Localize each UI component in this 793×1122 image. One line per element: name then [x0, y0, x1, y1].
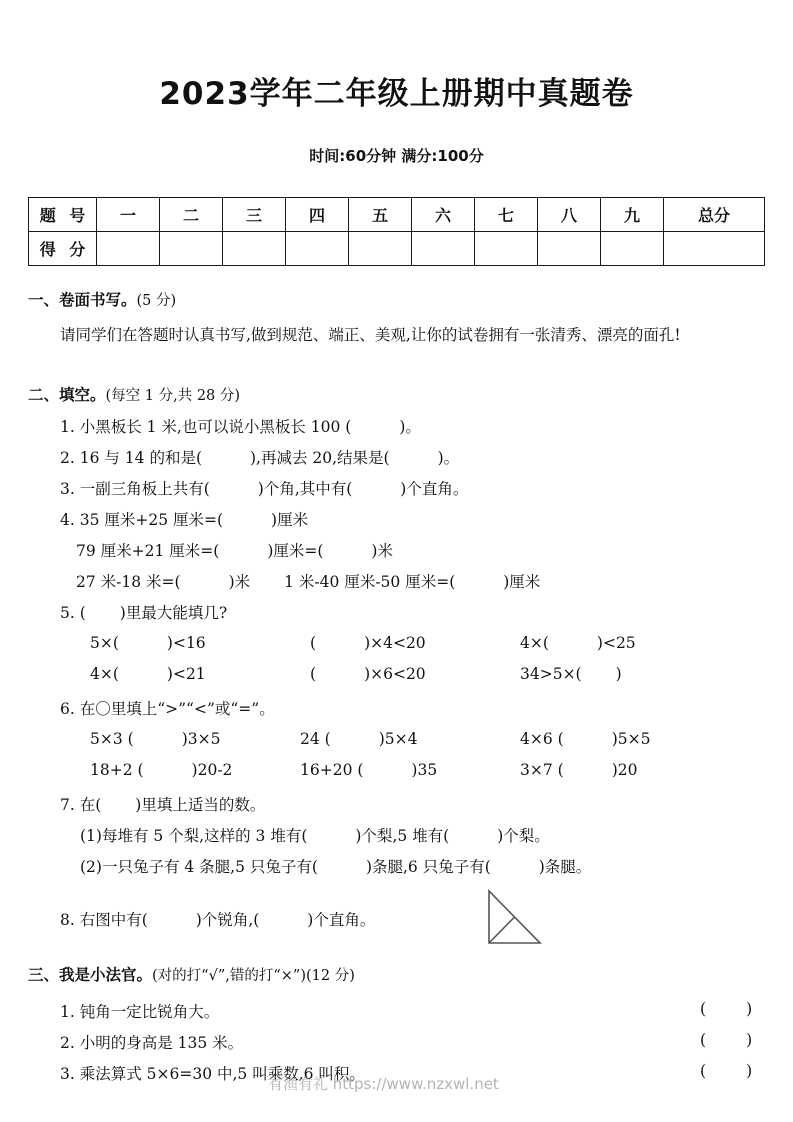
- question-2-5-row-1-expr-1: [90, 634, 206, 652]
- question-2-6-heading: 6. 在〇里填上“>”“<”或“=”。: [60, 700, 275, 718]
- section-one-body: 请同学们在答题时认真书写,做到规范、端正、美观,让你的试卷拥有一张清秀、漂亮的面孔!: [60, 326, 681, 344]
- question-2-7-text-a: 7. 在(: [60, 796, 102, 814]
- score-table-col-5: 五: [349, 198, 412, 232]
- score-table-col-7: 七: [475, 198, 538, 232]
- question-2-5-row-2-expr-1: [90, 665, 206, 683]
- question-2-7-heading: [60, 793, 265, 815]
- score-cell-4[interactable]: [286, 232, 349, 266]
- question-2-4-1-text-end: )厘米: [271, 511, 309, 529]
- q5-r1-e2-b: )×4<20: [364, 634, 426, 652]
- question-2-1-text-end: )。: [399, 418, 421, 436]
- q6-r1-e2-b: )5×4: [378, 730, 418, 748]
- score-table: [28, 197, 765, 266]
- judgment-answer-3[interactable]: [700, 1062, 752, 1080]
- judgment-item-2: 2. 小明的身高是 135 米。: [60, 1034, 244, 1052]
- question-2-5-row-2-expr-2: [310, 665, 426, 683]
- question-2-6-row-2-expr-2: [300, 761, 437, 779]
- question-2-7-sub-2: [80, 855, 591, 877]
- question-2-3-text-b: )个角,其中有(: [257, 480, 353, 498]
- question-2-7-text-end: )里填上适当的数。: [135, 796, 266, 814]
- question-2-4-3-text-a: 27 米-18 米=(: [76, 573, 181, 591]
- question-2-5-row-2-expr-3: [520, 665, 622, 683]
- section-three-title: 三、我是小法官。: [28, 966, 153, 984]
- page-title: 2023学年二年级上册期中真题卷: [159, 76, 634, 112]
- judgment-answer-1-open: (: [700, 1000, 707, 1018]
- question-2-5-row-1-expr-2: [310, 634, 426, 652]
- question-2-2-text-a: 2. 16 与 14 的和是(: [60, 449, 202, 467]
- section-one-points: (5 分): [136, 293, 177, 309]
- judgment-answer-2[interactable]: [700, 1031, 752, 1049]
- question-2-3-text-end: )个直角。: [400, 480, 469, 498]
- question-2-4-2-text-a: 79 厘米+21 厘米=(: [76, 542, 220, 560]
- q5-r2-e2-b: )×6<20: [364, 665, 426, 683]
- section-two-heading: [28, 383, 240, 405]
- question-2-5-text-a: 5. (: [60, 604, 86, 622]
- judgment-item-1: 1. 钝角一定比锐角大。: [60, 1003, 220, 1021]
- section-one-heading: [28, 288, 176, 310]
- section-two-points: (每空 1 分,共 28 分): [105, 388, 241, 404]
- score-cell-3[interactable]: [223, 232, 286, 266]
- q5-r1-e1-b: )<16: [166, 634, 206, 652]
- q7-2-text-end: )条腿。: [538, 858, 592, 876]
- judgment-answer-2-close: ): [746, 1031, 753, 1049]
- judgment-answer-3-close: ): [746, 1062, 753, 1080]
- q7-2-text-a: (2)一只兔子有 4 条腿,5 只兔子有(: [80, 858, 318, 876]
- site-watermark: 有渔有礼 https://www.nzxwl.net: [268, 1075, 499, 1093]
- q7-1-text-b: )个梨,5 堆有(: [355, 827, 450, 845]
- q8-text-b: )个锐角,(: [195, 911, 260, 929]
- question-2-1: [60, 415, 421, 437]
- score-table-col-6: 六: [412, 198, 475, 232]
- judgment-item-3: 3. 乘法算式 5×6=30 中,5 叫乘数,6 叫积。: [60, 1065, 365, 1083]
- question-2-2: [60, 446, 459, 468]
- q5-r2-e3-a: 34>5×(: [520, 665, 582, 683]
- q5-r2-e3-b: ): [615, 665, 622, 683]
- triangle-inner-line: [489, 917, 515, 943]
- question-2-5-text-end: )里最大能填几?: [119, 604, 228, 622]
- right-triangle-figure: [484, 887, 544, 953]
- q5-r1-e2-a: (: [310, 634, 317, 652]
- question-2-3-text-a: 3. 一副三角板上共有(: [60, 480, 210, 498]
- q5-r2-e1-a: 4×(: [90, 665, 119, 683]
- score-table-col-3: 三: [223, 198, 286, 232]
- section-two-title: 二、填空。: [28, 386, 106, 404]
- q6-r2-e1-b: )20-2: [191, 761, 233, 779]
- score-cell-5[interactable]: [349, 232, 412, 266]
- question-2-8: [60, 908, 375, 930]
- q7-2-text-b: )条腿,6 只兔子有(: [365, 858, 491, 876]
- score-table-col-total: 总分: [664, 198, 765, 232]
- score-table-col-9: 九: [601, 198, 664, 232]
- q5-r1-e3-b: )<25: [596, 634, 636, 652]
- judgment-answer-2-open: (: [700, 1031, 707, 1049]
- q6-r2-e1-a: 18+2 (: [90, 761, 144, 779]
- question-2-5-heading: [60, 601, 227, 623]
- question-2-1-text-a: 1. 小黑板长 1 米,也可以说小黑板长 100 (: [60, 418, 352, 436]
- q6-r1-e3-b: )5×5: [611, 730, 651, 748]
- question-2-2-text-end: )。: [437, 449, 460, 467]
- q6-r2-e3-b: )20: [611, 761, 638, 779]
- score-cell-9[interactable]: [601, 232, 664, 266]
- q6-r2-e2-a: 16+20 (: [300, 761, 364, 779]
- question-2-6-row-1-expr-3: [520, 730, 650, 748]
- score-table-row-label-question: 题 号: [29, 198, 97, 232]
- q5-r1-e3-a: 4×(: [520, 634, 549, 652]
- q6-r1-e3-a: 4×6 (: [520, 730, 564, 748]
- q8-text-a: 8. 右图中有(: [60, 911, 148, 929]
- q6-r2-e2-b: )35: [411, 761, 438, 779]
- q5-r2-e2-a: (: [310, 665, 317, 683]
- question-2-4-line-3: [76, 570, 540, 592]
- question-2-4-1-text-a: 4. 35 厘米+25 厘米=(: [60, 511, 224, 529]
- table-row-scores: [29, 232, 765, 266]
- section-three-points: (对的打“√”,错的打“×”)(12 分): [152, 968, 355, 984]
- judgment-answer-1[interactable]: [700, 1000, 752, 1018]
- score-cell-total[interactable]: [664, 232, 765, 266]
- score-cell-6[interactable]: [412, 232, 475, 266]
- question-2-4-2-text-b: )厘米=(: [267, 542, 324, 560]
- table-row-question-numbers: [29, 198, 765, 232]
- question-2-3: [60, 477, 468, 499]
- score-table-col-2: 二: [160, 198, 223, 232]
- question-2-4-line-1: [60, 508, 308, 530]
- question-2-5-row-1-expr-3: [520, 634, 636, 652]
- section-three-heading: [28, 963, 355, 985]
- score-table-col-8: 八: [538, 198, 601, 232]
- score-table-col-1: 一: [97, 198, 160, 232]
- q6-r1-e1-a: 5×3 (: [90, 730, 134, 748]
- question-2-6-row-2-expr-3: [520, 761, 637, 779]
- q8-text-end: )个直角。: [307, 911, 376, 929]
- q5-r1-e1-a: 5×(: [90, 634, 119, 652]
- q7-1-text-a: (1)每堆有 5 个梨,这样的 3 堆有(: [80, 827, 308, 845]
- section-one-title: 一、卷面书写。: [28, 291, 137, 309]
- q5-r2-e1-b: )<21: [166, 665, 206, 683]
- right-triangle-with-median-icon: [484, 887, 544, 949]
- question-2-4-3-text-end: )厘米: [503, 573, 541, 591]
- score-cell-7[interactable]: [475, 232, 538, 266]
- score-cell-1[interactable]: [97, 232, 160, 266]
- question-2-4-3-text-b: )米: [228, 573, 251, 591]
- q6-r1-e2-a: 24 (: [300, 730, 331, 748]
- judgment-answer-1-close: ): [746, 1000, 753, 1018]
- q6-r2-e3-a: 3×7 (: [520, 761, 564, 779]
- score-table-col-4: 四: [286, 198, 349, 232]
- question-2-4-2-text-end: )米: [371, 542, 393, 560]
- score-table-row-label-score: 得 分: [29, 232, 97, 266]
- question-2-6-row-2-expr-1: [90, 761, 232, 779]
- question-2-6-row-1-expr-1: [90, 730, 220, 748]
- q6-r1-e1-b: )3×5: [181, 730, 221, 748]
- question-2-4-line-2: [76, 539, 393, 561]
- question-2-6-row-1-expr-2: [300, 730, 417, 748]
- score-cell-8[interactable]: [538, 232, 601, 266]
- q7-1-text-end: )个梨。: [497, 827, 550, 845]
- question-2-2-text-b: ),再减去 20,结果是(: [250, 449, 390, 467]
- question-2-4-3-text-c: 1 米-40 厘米-50 厘米=(: [284, 573, 456, 591]
- score-cell-2[interactable]: [160, 232, 223, 266]
- judgment-answer-3-open: (: [700, 1062, 707, 1080]
- exam-meta: 时间:60分钟 满分:100分: [309, 147, 484, 165]
- question-2-7-sub-1: [80, 824, 550, 846]
